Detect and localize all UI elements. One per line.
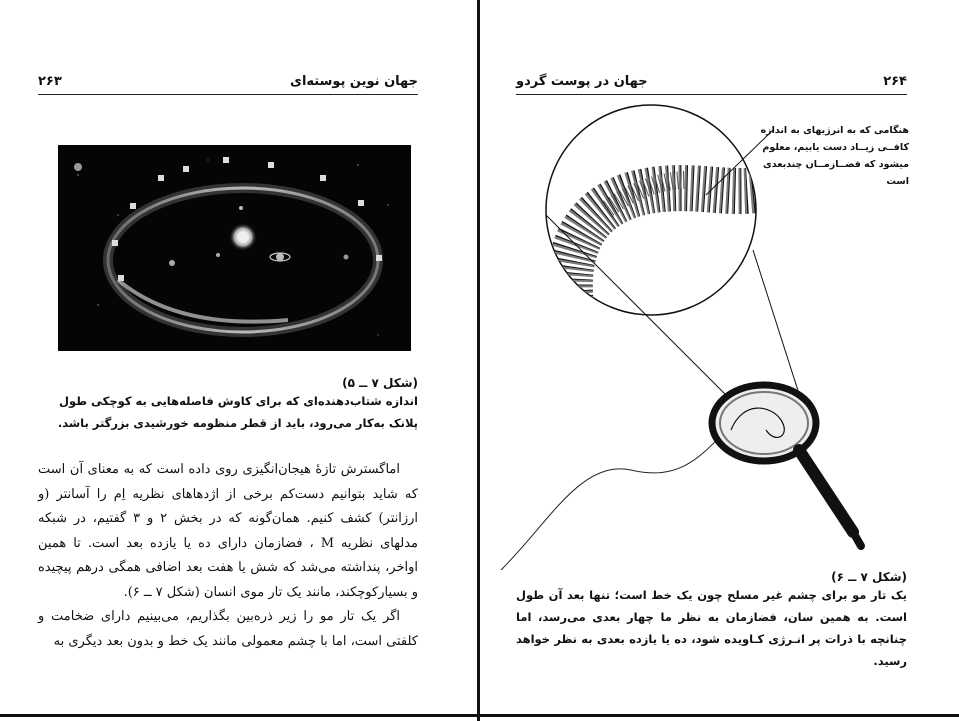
right-page-header	[516, 74, 907, 94]
figure-label: (شکل ۷ ــ ۵)	[342, 376, 418, 390]
book-gutter	[477, 0, 480, 721]
running-title: جهان در پوست گردو	[516, 74, 648, 89]
right-page	[481, 0, 959, 721]
figure-7-5-caption	[38, 376, 418, 434]
running-title: جهان نوین پوسته‌ای	[290, 74, 418, 89]
solar-system-illustration	[58, 145, 411, 351]
left-page-header	[38, 74, 418, 94]
left-page	[0, 0, 477, 721]
figure-label: (شکل ۷ ــ ۶)	[831, 570, 907, 584]
page-number: ۲۶۳	[38, 74, 62, 89]
header-rule	[38, 94, 418, 95]
solar-system-figure	[58, 145, 411, 351]
paragraph: اگر یک تار مو را زیر ذره‌بین بگذاریم، می‌بینیم دارای ضخامت و کلفتی است، اما با چشم معمولی مانند یک خط و بدون بعد دیگری به	[38, 609, 418, 649]
body-text-block	[38, 458, 418, 654]
header-rule	[516, 94, 907, 95]
page-number: ۲۶۴	[883, 74, 907, 89]
paragraph: اماگسترش تازهٔ هیجان‌انگیزی روی داده است که به معنای آن است که شاید بتوانیم دست‌کم برخی از اژدهاهای نظریه اِم را آسانتر (و ارزانتر) کشف کنیم. همان‌گونه که در بخش ۲ و ۳ گفتیم، در شبکه مدلهای نظریه M ، فضازمان دارای ده یا یازده بعد است. تا همین اواخر، پنداشته می‌شد که شش یا هفت بعد اضافی همگی درهم پیچیده و بسیارکوچکند، مانند یک تار موی انسان (شکل ۷ ــ ۶).	[38, 462, 419, 600]
figure-7-6-caption	[516, 570, 907, 672]
energy-callout: هنگامی که به انرژیهای به اندازه کافــی زیــاد دست یابیم، معلوم میشود که فضــازمــان چندبعدی است	[760, 125, 909, 187]
caption-text: یک تار مو برای چشم غیر مسلح چون یک خط است؛ تنها بعد آن طول است. به همین سان، فضازمان به نظر ما چهار بعدی می‌رسد، اما چنانچه با ذرات پر انـرژی کـاویده شود، ده یا یازده بعدی به نظر خواهد رسید.	[516, 588, 907, 668]
caption-text: اندازه شتاب‌دهنده‌ای که برای کاوش فاصله‌هایی به کوچکی طول پلانک به‌کار می‌رود، باید از قطر منظومه خورشیدی بزرگتر باشد.	[57, 394, 418, 430]
